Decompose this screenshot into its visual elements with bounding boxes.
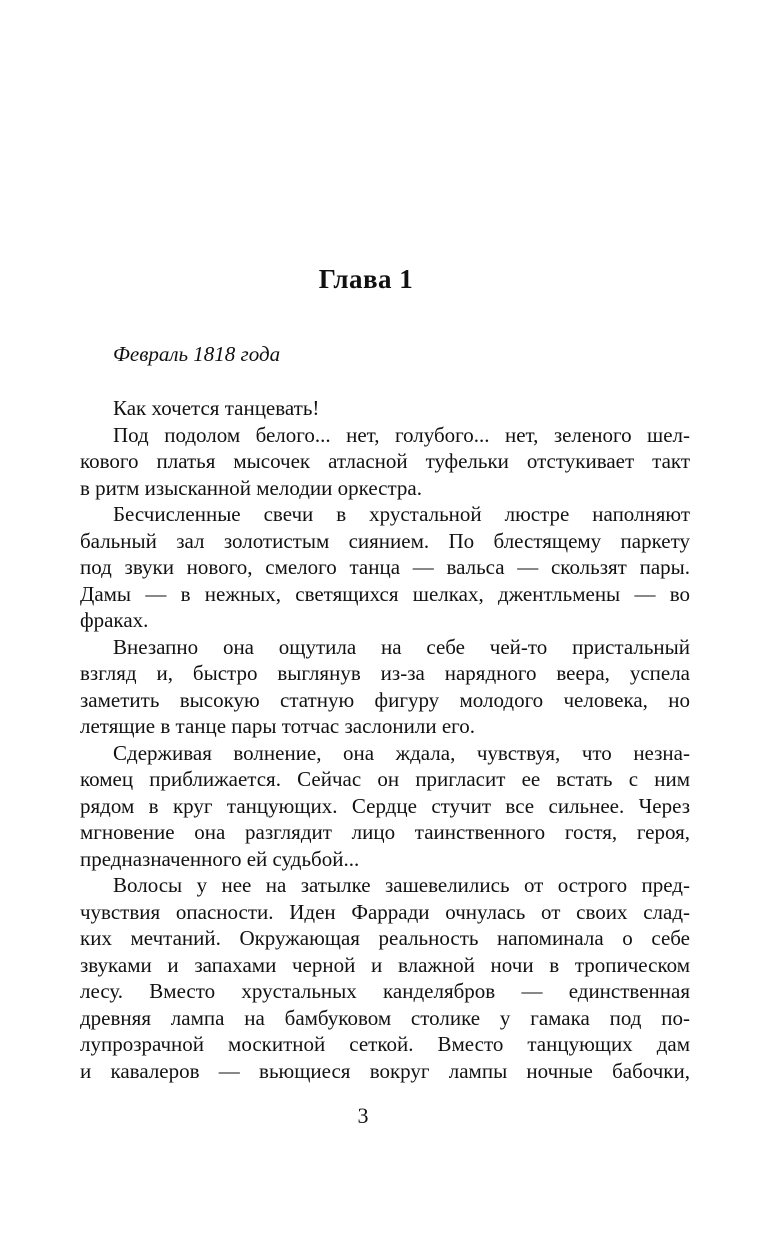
- paragraph: [80, 501, 690, 634]
- paragraph: [80, 422, 690, 502]
- paragraph: [80, 395, 690, 422]
- text-line: Дамы — в нежных, светящихся шелках, джентльмены — во: [80, 581, 690, 606]
- text-line: летящие в танце пары тотчас заслонили его.: [80, 714, 476, 738]
- text-line: Как хочется танцевать!: [113, 396, 320, 420]
- page-number: 3: [357, 1103, 369, 1128]
- paragraph: [80, 740, 690, 873]
- text-line: фраках.: [80, 608, 149, 632]
- text-line: предназначенного ей судьбой...: [80, 846, 360, 871]
- text-line: рядом в круг танцующих. Сердце стучит все сильнее. Через: [80, 793, 690, 818]
- text-line: комец приближается. Сейчас он пригласит ее встать с ним: [80, 767, 690, 791]
- text-line: и кавалеров — вьющиеся вокруг лампы ночные бабочки,: [80, 1058, 690, 1083]
- text-line: Внезапно она ощутила на себе чей-то пристальный: [113, 634, 690, 659]
- text-line: в ритм изысканной мелодии оркестра.: [80, 475, 422, 500]
- text-line: заметить высокую статную фигуру молодого человека, но: [80, 687, 690, 712]
- text-line: ких мечтаний. Окружающая реальность напоминала о себе: [80, 926, 690, 950]
- text-line: чувствия опасности. Иден Фарради очнулась от своих слад-: [80, 899, 690, 924]
- chapter-title: Глава 1: [318, 264, 414, 294]
- text-line: под звуки нового, смелого танца — вальса — скользят пары.: [80, 555, 690, 579]
- text-line: звуками и запахами черной и влажной ночи в тропическом: [80, 952, 690, 977]
- text-line: Волосы у нее на затылке зашевелились от острого пред-: [113, 873, 690, 897]
- text-line: кового платья мысочек атласной туфельки отстукивает такт: [80, 449, 690, 473]
- text-line: лесу. Вместо хрустальных канделябров — единственная: [80, 979, 690, 1003]
- text-line: мгновение она разглядит лицо таинственного гостя, героя,: [80, 820, 690, 844]
- text-line: лупрозрачной москитной сеткой. Вместо танцующих дам: [80, 1032, 690, 1056]
- text-line: взгляд и, быстро выглянув из-за нарядного веера, успела: [80, 661, 690, 685]
- text-line: бальный зал золотистым сиянием. По блестящему паркету: [80, 528, 690, 553]
- text-line: Под подолом белого... нет, голубого... нет, зеленого шел-: [113, 422, 690, 447]
- body-text: [80, 395, 690, 1084]
- text-line: Бесчисленные свечи в хрустальной люстре наполняют: [113, 502, 690, 526]
- paragraph: [80, 872, 690, 1084]
- text-line: Сдерживая волнение, она ждала, чувствуя, что незна-: [113, 740, 690, 765]
- date-line: Февраль 1818 года: [113, 342, 281, 366]
- text-line: древняя лампа на бамбуковом столике у гамака под по-: [80, 1005, 690, 1030]
- paragraph: [80, 634, 690, 740]
